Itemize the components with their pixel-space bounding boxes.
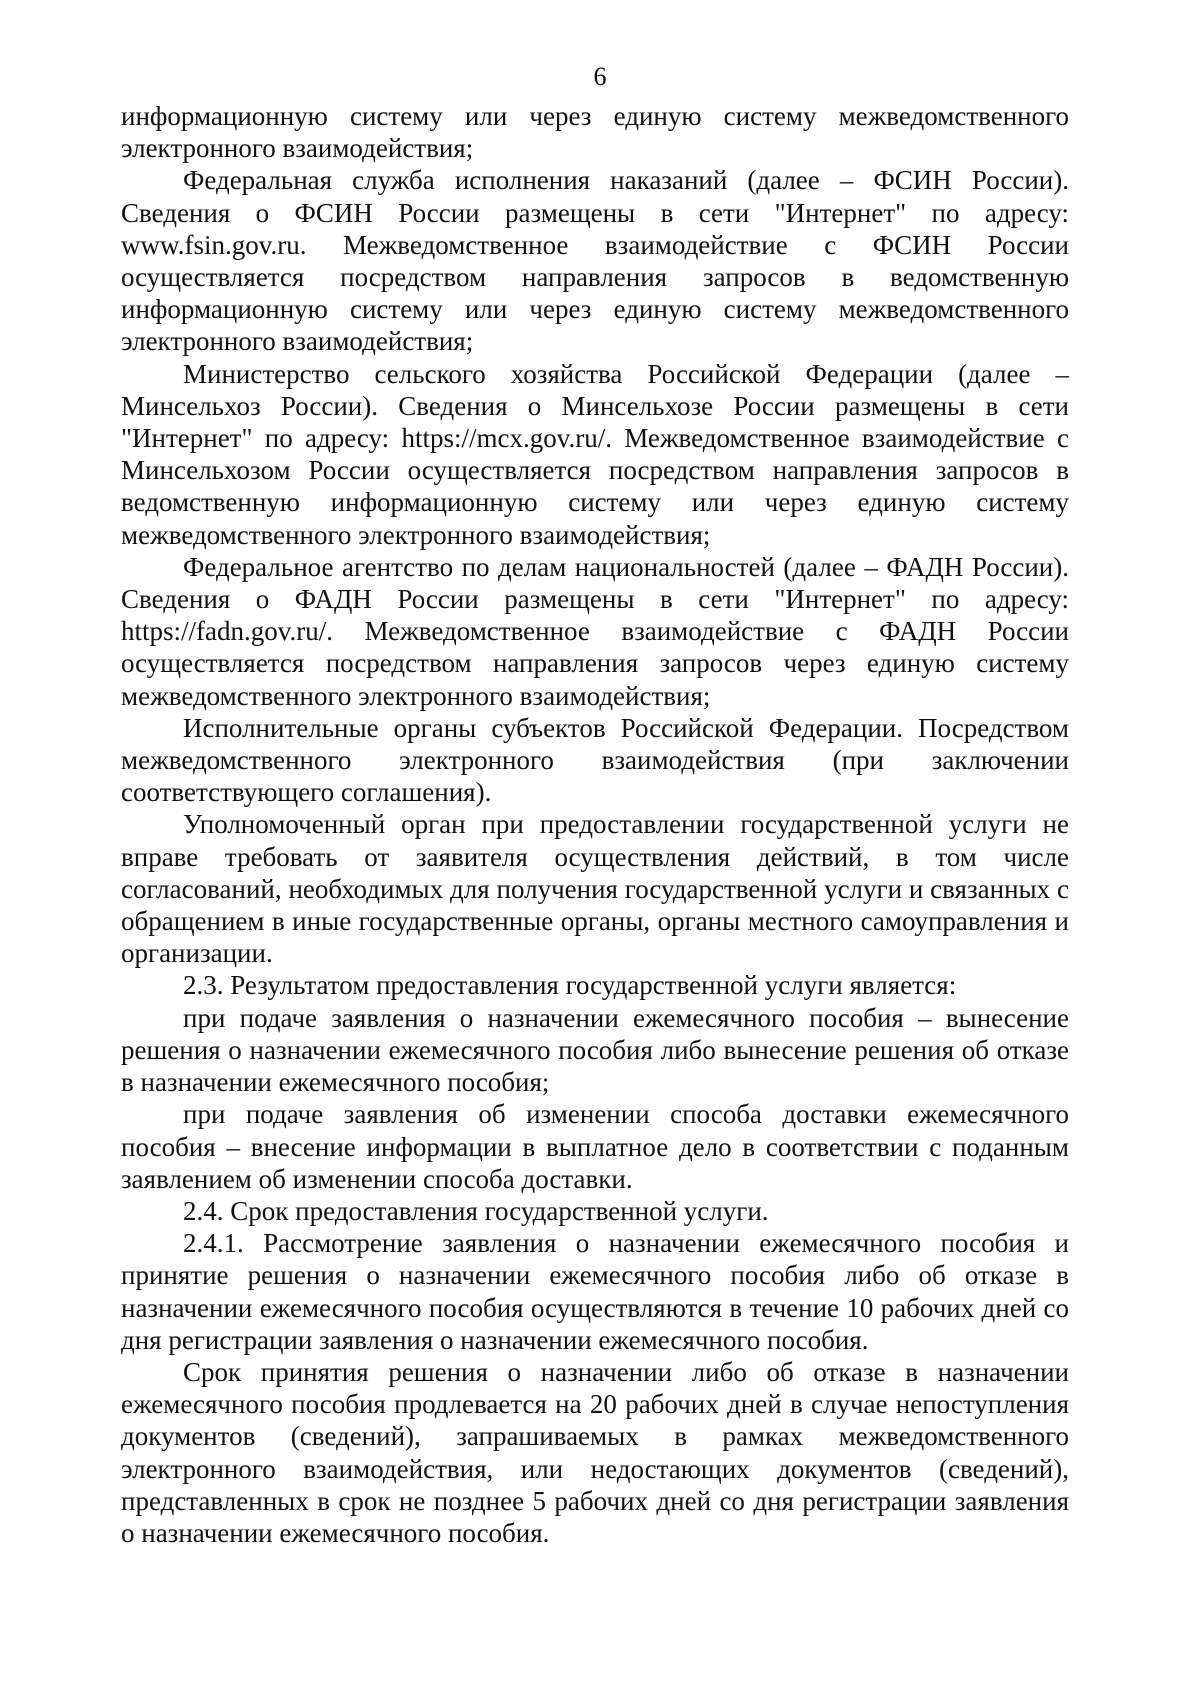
paragraph-5: Исполнительные органы субъектов Российской Федерации. Посредством межведомственного электронного взаимодействия (при заключении соответствующего соглашения). bbox=[121, 712, 1069, 808]
paragraph-10: 2.4. Срок предоставления государственной услуги. bbox=[183, 1195, 769, 1226]
paragraph-1: информационную систему или через единую систему межведомственного электронного взаимодействия; bbox=[121, 101, 1069, 164]
paragraph-6: Уполномоченный орган при предоставлении государственной услуги не вправе требовать от заявителя осуществления действий, в том числе согласований, необходимых для получения государственной услуги и связанных с обращением в иные государственные органы, органы местного самоуправления и организации. bbox=[121, 809, 1069, 969]
paragraph-8: при подаче заявления о назначении ежемесячного пособия – вынесение решения о назначении ежемесячного пособия либо вынесение решения об отказе в назначении ежемесячного пособия; bbox=[121, 1002, 1069, 1098]
paragraph-9: при подаче заявления об изменении способа доставки ежемесячного пособия – внесение информации в выплатное дело в соответствии с поданным заявлением об изменении способа доставки. bbox=[121, 1099, 1069, 1194]
paragraph-11: 2.4.1. Рассмотрение заявления о назначении ежемесячного пособия и принятие решения о назначении ежемесячного пособия либо об отказе в назначении ежемесячного пособия осуществляются в течение 10 рабочих дней со дня регистрации заявления о назначении ежемесячного пособия. bbox=[121, 1228, 1069, 1355]
paragraph-2: Федеральная служба исполнения наказаний (далее – ФСИН России). Сведения о ФСИН России размещены в сети "Интернет" по адресу: www.fsin.gov.ru. Межведомственное взаимодействие с ФСИН России осуществляется посредством направления запросов в ведомственную информационную систему или через единую систему межведомственного электронного взаимодействия; bbox=[121, 165, 1069, 357]
document-body bbox=[121, 100, 1069, 1549]
paragraph-12: Срок принятия решения о назначении либо об отказе в назначении ежемесячного пособия продлевается на 20 рабочих дней в случае непоступления документов (сведений), запрашиваемых в рамках межведомственного электронного взаимодействия, или недостающих документов (сведений), представленных в срок не позднее 5 рабочих дней со дня регистрации заявления о назначении ежемесячного пособия. bbox=[121, 1356, 1069, 1548]
paragraph-7: 2.3. Результатом предоставления государственной услуги является: bbox=[183, 970, 957, 1001]
page-number: 6 bbox=[593, 62, 607, 91]
paragraph-3: Министерство сельского хозяйства Российской Федерации (далее – Минсельхоз России). Сведения о Минсельхозе России размещены в сети "Интернет" по адресу: https://mcx.gov.ru/. Межведомственное взаимодействие с Минсельхозом России осуществляется посредством направления запросов в ведомственную информационную систему или через единую систему межведомственного электронного взаимодействия; bbox=[121, 358, 1069, 550]
paragraph-4: Федеральное агентство по делам национальностей (далее – ФАДН России). Сведения о ФАДН России размещены в сети "Интернет" по адресу: https://fadn.gov.ru/. Межведомственное взаимодействие с ФАДН России осуществляется посредством направления запросов через единую систему межведомственного электронного взаимодействия; bbox=[121, 551, 1069, 711]
